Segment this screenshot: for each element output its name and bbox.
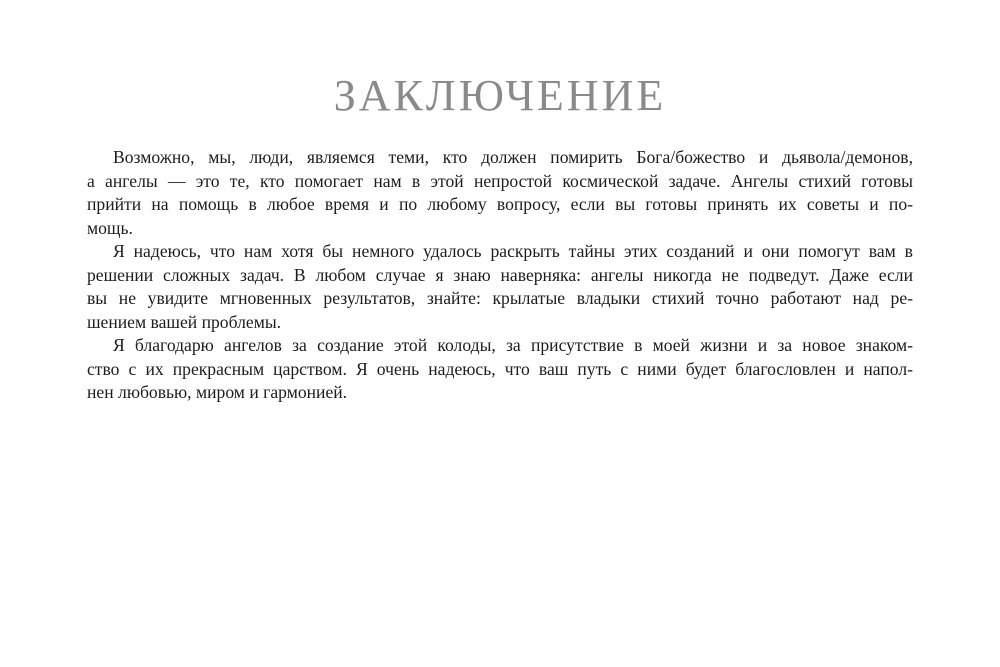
paragraph-1 — [87, 146, 913, 240]
paragraph-line: а ангелы — это те, кто помогает нам в этой непростой космической задаче. Ангелы стихий готовы — [87, 170, 913, 191]
paragraph-line: Я надеюсь, что нам хотя бы немного удалось раскрыть тайны этих созданий и они помогут вам в — [113, 241, 913, 261]
paragraph-line: Возможно, мы, люди, являемся теми, кто должен помирить Бога/божество и дьявола/демонов, — [113, 147, 913, 167]
paragraph-line: мощь. — [87, 217, 133, 238]
paragraph-3 — [87, 334, 913, 405]
paragraph-line: вы не увидите мгновенных результатов, знайте: крылатые владыки стихий точно работают над ре- — [87, 288, 913, 308]
paragraph-line: шением вашей проблемы. — [87, 311, 282, 332]
paragraph-line: Я благодарю ангелов за создание этой колоды, за присутствие в моей жизни и за новое знаком- — [113, 335, 913, 355]
paragraph-line: ство с их прекрасным царством. Я очень надеюсь, что ваш путь с ними будет благословлен и напол- — [87, 358, 913, 379]
chapter-body — [87, 146, 913, 405]
paragraph-line: решении сложных задач. В любом случае я знаю наверняка: ангелы никогда не подведут. Даже если — [87, 264, 913, 285]
paragraph-2 — [87, 240, 913, 334]
chapter-title: ЗАКЛЮЧЕНИЕ — [333, 71, 667, 120]
paragraph-line: прийти на помощь в любое время и по любому вопросу, если вы готовы принять их советы и по- — [87, 194, 913, 214]
paragraph-line: нен любовью, миром и гармонией. — [87, 382, 348, 402]
